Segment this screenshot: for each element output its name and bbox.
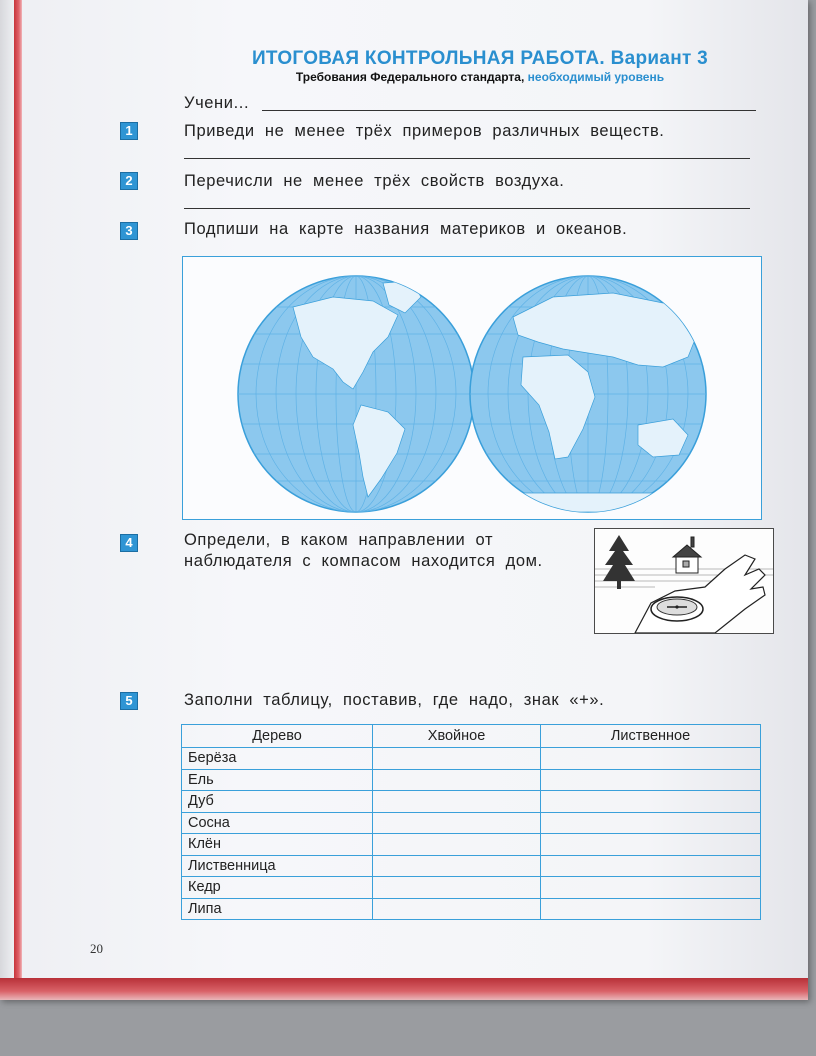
tree-name-cell: Берёза [182,748,373,770]
deciduous-answer-cell[interactable] [541,898,761,920]
hemispheres-map [183,257,761,519]
coniferous-answer-cell[interactable] [373,748,541,770]
task-1-text: Приведи не менее трёх примеров различных веществ. [184,122,665,140]
coniferous-answer-cell[interactable] [373,855,541,877]
table-row [182,748,761,770]
page-gutter [0,0,14,980]
deciduous-answer-cell[interactable] [541,748,761,770]
page-number: 20 [90,941,103,956]
coniferous-answer-cell[interactable] [373,877,541,899]
task-1-number: 1 [120,122,138,140]
coniferous-answer-cell[interactable] [373,769,541,791]
tree-name-cell: Сосна [182,812,373,834]
house-icon [673,537,701,573]
tree-name-cell: Липа [182,898,373,920]
tree-name-cell: Дуб [182,791,373,813]
col-header-tree: Дерево [182,725,373,748]
task-4-text-line2: наблюдателя с компасом находится дом. [184,552,543,570]
deciduous-answer-cell[interactable] [541,791,761,813]
tree-name-cell: Кедр [182,877,373,899]
task-4-text-line1: Определи, в каком направлении от [184,531,494,549]
book-spine [14,0,22,980]
tree-name-cell: Ель [182,769,373,791]
table-row [182,791,761,813]
table-row [182,898,761,920]
coniferous-answer-cell[interactable] [373,812,541,834]
task-4-number: 4 [120,534,138,552]
fir-tree-icon [603,535,635,589]
task-1-answer-line[interactable] [184,158,750,159]
worksheet-subtitle [200,70,760,84]
deciduous-answer-cell[interactable] [541,855,761,877]
table-row [182,769,761,791]
coniferous-answer-cell[interactable] [373,834,541,856]
deciduous-answer-cell[interactable] [541,769,761,791]
table-row [182,877,761,899]
task-2-number: 2 [120,172,138,190]
western-hemisphere [238,276,474,512]
task-3-text: Подпиши на карте названия материков и океанов. [184,220,628,238]
subtitle-level: необходимый уровень [527,70,665,84]
task-5-text: Заполни таблицу, поставив, где надо, знак «+». [184,691,605,709]
deciduous-answer-cell[interactable] [541,834,761,856]
coniferous-answer-cell[interactable] [373,791,541,813]
task-2-text: Перечисли не менее трёх свойств воздуха. [184,172,565,190]
student-label: Учени... [184,94,250,112]
trees-table [181,724,761,920]
eastern-hemisphere [470,276,706,512]
compass-icon [651,597,703,621]
table-row [182,834,761,856]
task-5-number: 5 [120,692,138,710]
tree-name-cell: Клён [182,834,373,856]
world-map[interactable] [182,256,762,520]
table-header-row [182,725,761,748]
table-row [182,812,761,834]
coniferous-answer-cell[interactable] [373,898,541,920]
col-header-coniferous: Хвойное [373,725,541,748]
hand-compass-house-picture [595,529,773,633]
task-3-number: 3 [120,222,138,240]
worksheet-title: ИТОГОВАЯ КОНТРОЛЬНАЯ РАБОТА. Вариант 3 [251,48,709,69]
subtitle-main: Требования Федерального стандарта, [295,70,525,84]
book-bottom-edge [0,978,808,1000]
deciduous-answer-cell[interactable] [541,812,761,834]
compass-illustration [594,528,774,634]
task-2-answer-line[interactable] [184,208,750,209]
deciduous-answer-cell[interactable] [541,877,761,899]
col-header-deciduous: Лиственное [541,725,761,748]
student-name-line[interactable] [262,110,756,111]
hand-icon [635,555,765,633]
table-row [182,855,761,877]
tree-name-cell: Лиственница [182,855,373,877]
